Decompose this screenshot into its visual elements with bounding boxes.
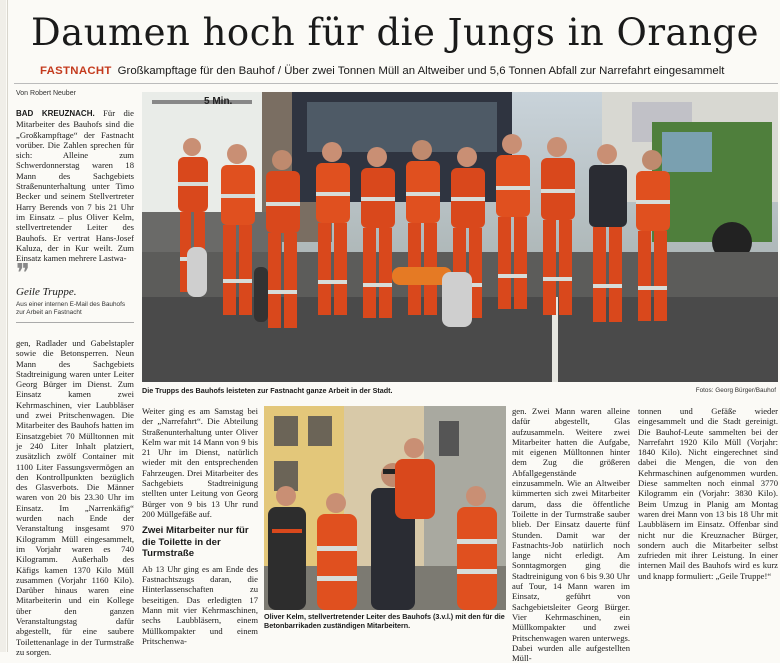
column-2-text-b: Ab 13 Uhr ging es am Ende des Fastnachtszugs daran, die Hinterlassenschaften zu beseitigen. Das erledigten 17 Mann mit vier Kehrmaschinen, sechs Laubbläsern, einem Müllkompakter und einem Pritschenwa- bbox=[142, 563, 258, 646]
quote-text: Geile Truppe. bbox=[16, 286, 77, 298]
barricade-team-photo bbox=[264, 406, 506, 610]
column-3-text: gen. Zwei Mann waren alleine dafür abgestellt, Glas aufzusammeln. Weitere zwei Mitarbeiter hatten die Aufgabe, mit eigenen Mülltonnen hinter dem Zug die größeren Abfallgegenstände einzusammeln. Wie an Altweiber kümmerten sich zwei Mitarbeiter darum, dass die öffentliche Toilette in der Turmstraße sauber blieb. Der Einsatz dauerte fünf Stunden. Damit war der Fastnachts-Job natürlich noch lange nicht erledigt. Am Sonntagmorgen ging die Stadtreinigung von 6 bis 9.30 Uhr auf Tour, 14 Mann waren im Einsatz, geführt von Sachgebietsleiter Georg Bürger. Vier Kehrmaschinen, ein Müllkompakter und zwei Pritschenwagen waren unterwegs. Dabei wurden alle aufgestellten Müll- bbox=[512, 406, 630, 663]
headline: Daumen hoch für die Jungs in Orange bbox=[30, 11, 760, 54]
photo-sign-text: 5 Min. bbox=[204, 96, 233, 107]
column-divider bbox=[7, 0, 8, 652]
column-3 bbox=[512, 406, 630, 663]
photo-caption: Die Trupps des Bauhofs leisteten zur Fastnacht ganze Arbeit in der Stadt. bbox=[142, 386, 393, 395]
group-photo bbox=[142, 92, 778, 382]
quote-marks-icon: ❞ bbox=[16, 259, 30, 289]
column-1-text: gen, Radlader und Gabelstapler sowie die Betonsperren. Neun Mann des Sachgebiets Stadtreinigung waren unter Leiter Georg Bürger im Dienst. Zum Einsatz kamen zwei Kehrmaschinen, vier Laubbläser und zwei Pritschenwagen. Die Mitarbeiter des Bauhofs hatten im Einsatzgebiet 70 Mülltonnen mit je 240 Liter Inhalt platziert, zusätzlich zwölf Container mit 1100 Liter Fassungsvermögen an den Kontrollpunkten bezüglich des Glasverbots. Die Männer waren von 20 bis 23.30 Uhr im Einsatz. Im „Narrenkäfig“ wurden nach Ende der Veranstaltung insgesamt 970 Kilogramm Müll eingesammelt, im Vorjahr waren es 740 Kilogramm. Außerhalb des Käfigs kamen 1370 Kilo Müll zusammen (Vorjahr 1160 Kilo). Darüber hinaus waren eine Mitarbeiterin und ein Kollege über den ganzen Veranstaltungstag dafür abgestellt, für eine saubere Toilettenanlage in der Turmstraße zu sorgen. bbox=[16, 338, 134, 657]
column-2-text-a: Weiter ging es am Samstag bei der „Narrefahrt“. Die Abteilung Straßenunterhaltung unter Oliver Kelm war mit 14 Mann von 9 bis 21 Uhr im Dienst, natürlich wieder mit den entsprechenden Fahrzeugen. Drei Mitarbeiter des Sachgebiets Stadtreinigung stellten unter Leitung von Georg Bürger von 9 bis 13 Uhr rund 200 Müllgefäße auf. bbox=[142, 406, 258, 519]
column-1-body bbox=[16, 338, 134, 657]
page-edge bbox=[0, 0, 6, 652]
quote-rule bbox=[16, 322, 134, 323]
column-4 bbox=[638, 406, 778, 652]
photo-2-caption: Oliver Kelm, stellvertretender Leiter des Bauhofs (3.v.l.) mit den für die Betonbarrikaden zuständigen Mitarbeitern. bbox=[264, 612, 505, 630]
column-2 bbox=[142, 406, 258, 652]
photo-credit: Fotos: Georg Bürger/Bauhof bbox=[695, 387, 776, 394]
byline: Von Robert Neuber bbox=[16, 90, 76, 97]
pull-quote bbox=[16, 259, 134, 323]
subhead: Zwei Mitarbeiter nur für die Toilette in der Turmstraße bbox=[142, 525, 249, 560]
kicker: FASTNACHT bbox=[40, 65, 112, 77]
column-1-intro bbox=[16, 108, 134, 264]
quote-source: Aus einer internen E-Mail des Bauhofs zur Arbeit an Fastnacht bbox=[16, 301, 126, 316]
subheadline-row bbox=[40, 64, 778, 78]
intro-text: Für die Mitarbeiter des Bauhofs sind die „Großkampftage“ der Fastnacht vorüber. Die Zahlen sprechen für sich: Alleine zum Schwerdonnerstag waren 18 Mann des Sachgebiets Straßenunterhaltung unter Timo Becker und seinem Stellvertreter Harry Berends von 7 bis 21 Uhr im Einsatz – plus Oliver Kelm, stellvertretender Leiter des Bauhofs. Er vertrat Hans-Josef Kaluza, der in Kur weilt. Zum Einsatz kamen mehrere Lastwa- bbox=[16, 108, 134, 264]
headline-rule bbox=[14, 83, 778, 84]
subheadline: Großkampftage für den Bauhof / Über zwei Tonnen Müll an Altweiber und 5,6 Tonnen Abfall zur Narrefahrt eingesammelt bbox=[117, 65, 725, 77]
dateline: BAD KREUZNACH. bbox=[16, 109, 95, 118]
column-4-text: tonnen und Gefäße wieder eingesammelt und die Stadt gereinigt. Die Bauhof-Leute sammelten bei der Narrefahrt 1920 Kilo Müll (Vorjahr: 1840 Kilo). Nicht eingerechnet sind dabei die Mengen, die von den Kehrmaschinen aufgenommen wurden. Diese sammelten noch einmal 3770 Kilogramm ein (Vorjahr: 3830 Kilo). Beim Umzug in Planig am Montag waren drei Mann von 13 bis 18 Uhr mit Laubbläsern im Einsatz. Offenbar sind nicht nur die Kreuznacher Bürger, sondern auch die Mitarbeiter selbst zufrieden mit ihrer Leistung. In einer internen Mail des Bauhofs wird es kurz und knapp formuliert: „Geile Truppe!“ bbox=[638, 406, 778, 581]
